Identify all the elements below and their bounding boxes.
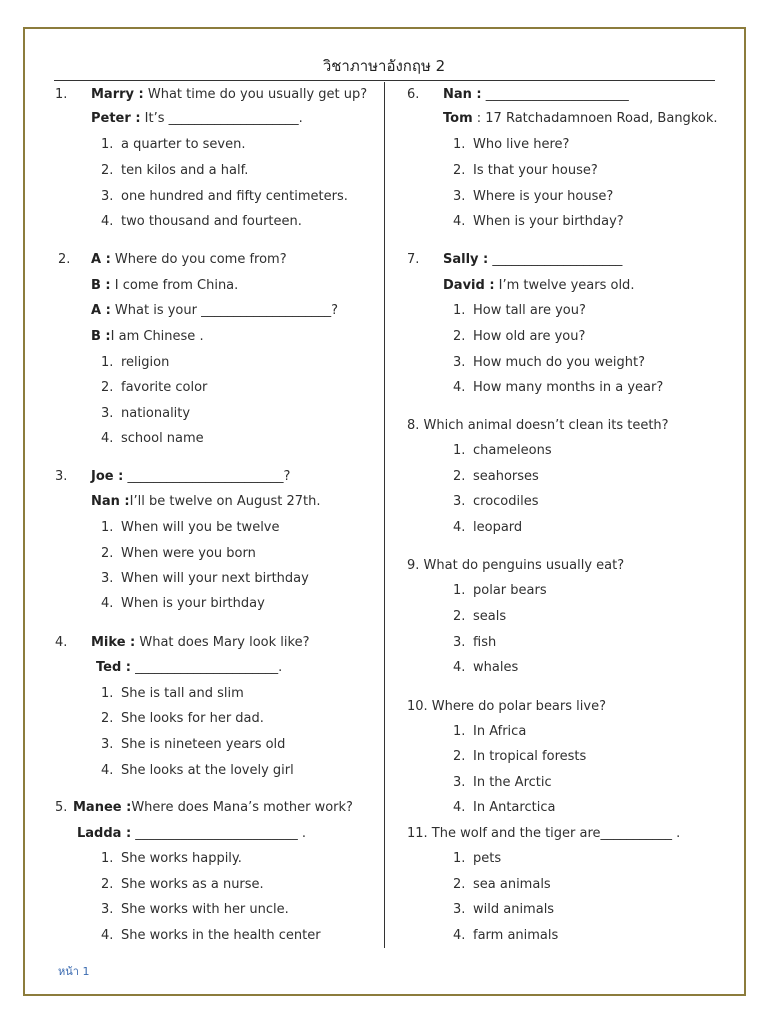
dialogue-text: What time do you usually get up? bbox=[143, 87, 368, 102]
answer-option[interactable]: 2. How old are you? bbox=[453, 329, 586, 344]
question-stem: 8. Which animal doesn’t clean its teeth? bbox=[407, 418, 669, 433]
answer-option[interactable]: 1. Who live here? bbox=[453, 137, 570, 152]
dialogue-line: B : I come from China. bbox=[91, 278, 239, 293]
dialogue-line: Mike : What does Mary look like? bbox=[91, 635, 310, 650]
answer-option[interactable]: 3. When will your next birthday bbox=[101, 571, 309, 586]
answer-option[interactable]: 3. In the Arctic bbox=[453, 775, 552, 790]
answer-option[interactable]: 1. She works happily. bbox=[101, 851, 242, 866]
answer-option[interactable]: 4. whales bbox=[453, 660, 519, 675]
answer-option[interactable]: 3. crocodiles bbox=[453, 494, 539, 509]
answer-option[interactable]: 2. In tropical forests bbox=[453, 749, 587, 764]
answer-option[interactable]: 3. She works with her uncle. bbox=[101, 902, 289, 917]
answer-option[interactable]: 4. How many months in a year? bbox=[453, 380, 664, 395]
question-stem: 10. Where do polar bears live? bbox=[407, 699, 606, 714]
question-number: 6. bbox=[407, 87, 420, 102]
dialogue-line: Nan : ______________________ bbox=[443, 87, 629, 102]
answer-option[interactable]: 2. She works as a nurse. bbox=[101, 877, 264, 892]
answer-option[interactable]: 4. school name bbox=[101, 431, 204, 446]
question-number: 5. bbox=[55, 800, 68, 815]
question-number: 2. bbox=[58, 252, 71, 267]
question-stem: 11. The wolf and the tiger are___________ . bbox=[407, 826, 681, 841]
answer-option[interactable]: 1. In Africa bbox=[453, 724, 527, 739]
answer-option[interactable]: 3. How much do you weight? bbox=[453, 355, 646, 370]
dialogue-line: Tom : 17 Ratchadamnoen Road, Bangkok. bbox=[443, 111, 718, 126]
question-stem: 9. What do penguins usually eat? bbox=[407, 558, 625, 573]
dialogue-line: A : What is your ____________________? bbox=[91, 303, 338, 318]
answer-option[interactable]: 4. She looks at the lovely girl bbox=[101, 763, 294, 778]
question-number: 7. bbox=[407, 252, 420, 267]
answer-option[interactable]: 1. religion bbox=[101, 355, 170, 370]
answer-option[interactable]: 4. leopard bbox=[453, 520, 523, 535]
dialogue-line: A : Where do you come from? bbox=[91, 252, 287, 267]
answer-option[interactable]: 4. farm animals bbox=[453, 928, 559, 943]
speaker: Marry : bbox=[91, 87, 144, 102]
answer-option[interactable]: 4. two thousand and fourteen. bbox=[101, 214, 302, 229]
answer-option[interactable]: 4. When is your birthday bbox=[101, 596, 265, 611]
dialogue-line bbox=[91, 87, 367, 103]
answer-option[interactable]: 2. Is that your house? bbox=[453, 163, 598, 178]
dialogue-line bbox=[91, 111, 303, 127]
answer-option[interactable]: 3. Where is your house? bbox=[453, 189, 614, 204]
column-divider bbox=[384, 82, 385, 948]
answer-option[interactable]: 1. pets bbox=[453, 851, 502, 866]
dialogue-line: Nan :I’ll be twelve on August 27th. bbox=[91, 494, 321, 509]
dialogue-line: Manee :Where does Mana’s mother work? bbox=[73, 800, 353, 815]
title-divider bbox=[54, 80, 715, 81]
answer-option[interactable]: 3. wild animals bbox=[453, 902, 555, 917]
answer-option[interactable]: 2. When were you born bbox=[101, 546, 256, 561]
answer-option[interactable]: 2. She looks for her dad. bbox=[101, 711, 264, 726]
answer-option[interactable]: 3. one hundred and fifty centimeters. bbox=[101, 189, 348, 204]
answer-option[interactable]: 2. favorite color bbox=[101, 380, 208, 395]
dialogue-line: Ladda : _________________________ . bbox=[77, 826, 307, 841]
question-number: 3. bbox=[55, 469, 68, 484]
question-number: 4. bbox=[55, 635, 68, 650]
answer-option[interactable]: 1. How tall are you? bbox=[453, 303, 586, 318]
dialogue-line: Sally : ____________________ bbox=[443, 252, 623, 267]
speaker: Peter : bbox=[91, 111, 141, 126]
page-title: วิชาภาษาอังกฤษ 2 bbox=[322, 57, 446, 75]
dialogue-line: Ted : ______________________. bbox=[96, 660, 283, 675]
answer-option[interactable]: 4. When is your birthday? bbox=[453, 214, 624, 229]
dialogue-line: David : I’m twelve years old. bbox=[443, 278, 635, 293]
answer-option[interactable]: 4. In Antarctica bbox=[453, 800, 556, 815]
answer-option[interactable]: 2. seahorses bbox=[453, 469, 539, 484]
answer-option[interactable]: 1. She is tall and slim bbox=[101, 686, 244, 701]
answer-option[interactable]: 1. polar bears bbox=[453, 583, 547, 598]
answer-option[interactable]: 3. She is nineteen years old bbox=[101, 737, 286, 752]
answer-option[interactable]: 4. She works in the health center bbox=[101, 928, 321, 943]
dialogue-text: It’s ____________________. bbox=[140, 111, 303, 126]
answer-option[interactable]: 2. seals bbox=[453, 609, 507, 624]
answer-option[interactable]: 2. ten kilos and a half. bbox=[101, 163, 249, 178]
question-number: 1. bbox=[55, 87, 68, 102]
page-number: หน้า 1 bbox=[58, 965, 90, 978]
dialogue-line: B :I am Chinese . bbox=[91, 329, 204, 344]
answer-option[interactable]: 3. fish bbox=[453, 635, 497, 650]
answer-option[interactable]: 3. nationality bbox=[101, 406, 191, 421]
answer-option[interactable]: 1. a quarter to seven. bbox=[101, 137, 246, 152]
answer-option[interactable]: 2. sea animals bbox=[453, 877, 551, 892]
dialogue-line: Joe : ________________________? bbox=[91, 469, 291, 484]
answer-option[interactable]: 1. chameleons bbox=[453, 443, 552, 458]
answer-option[interactable]: 1. When will you be twelve bbox=[101, 520, 280, 535]
